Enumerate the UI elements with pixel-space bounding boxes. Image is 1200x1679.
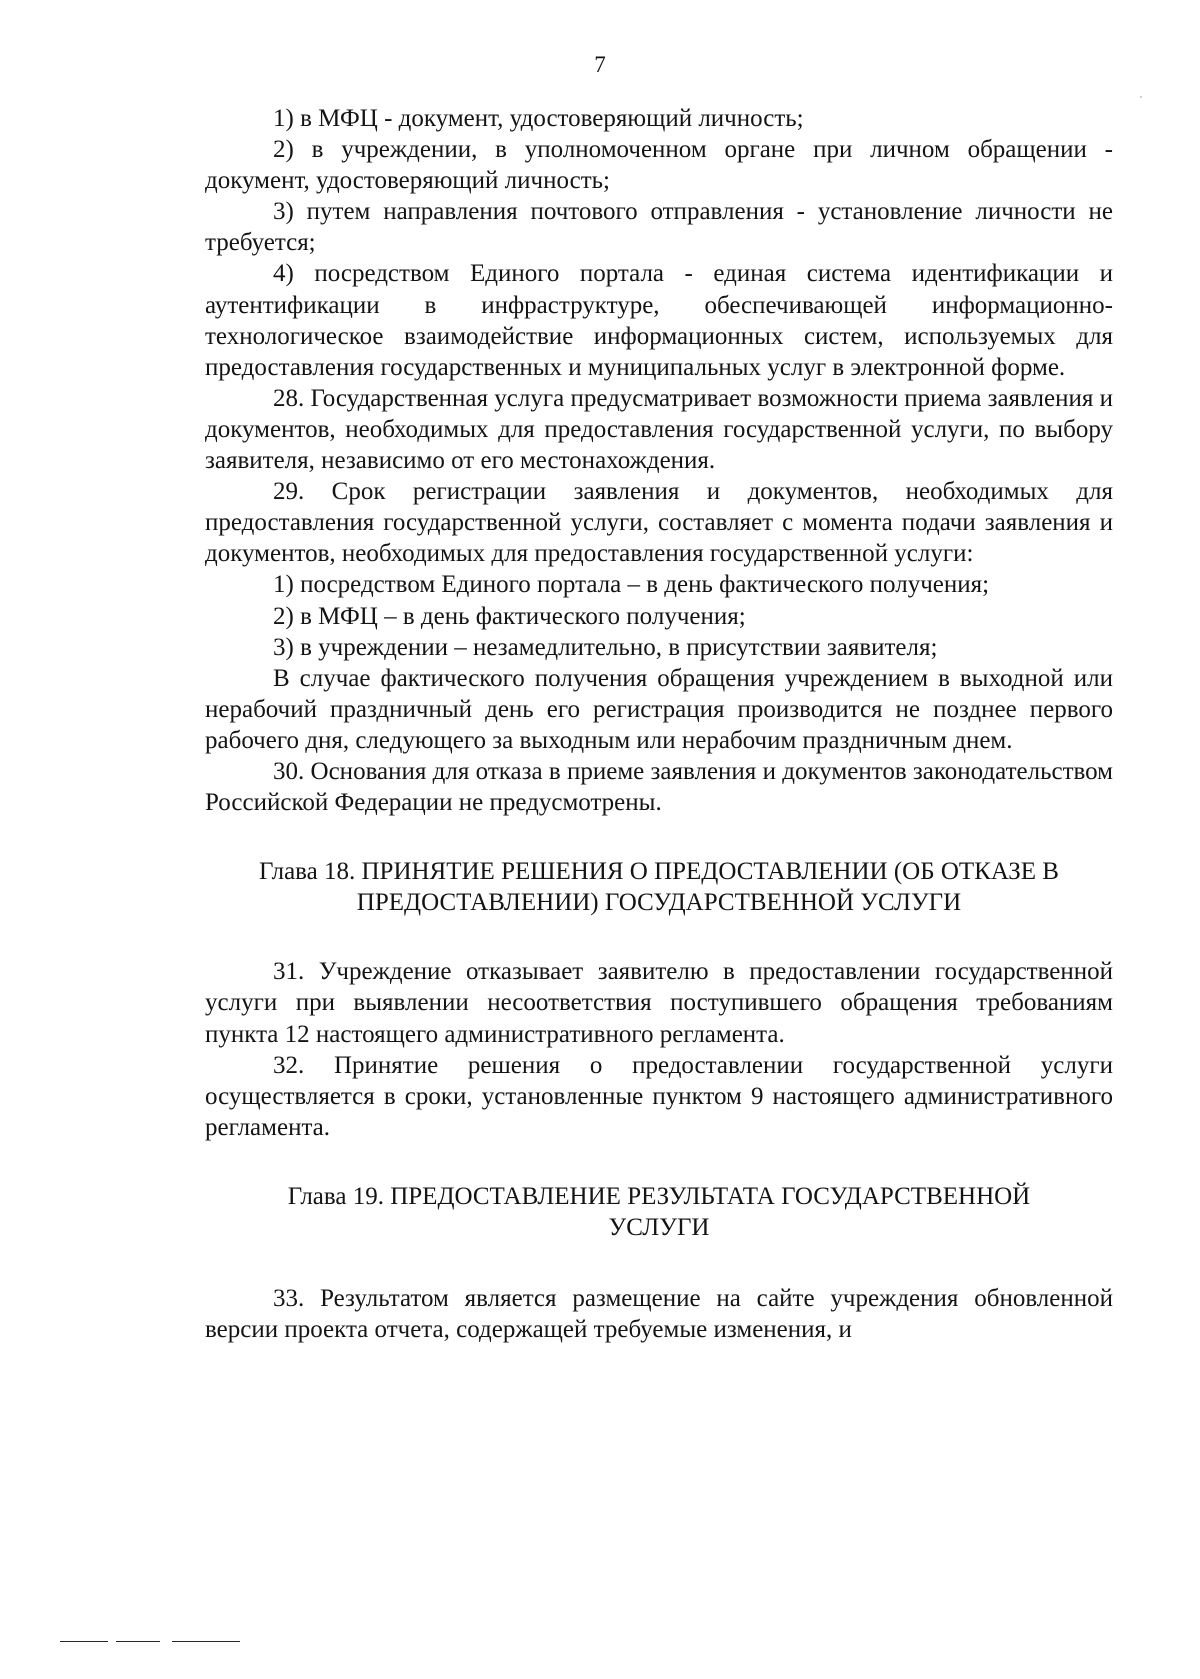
paragraph-29-item-1: 1) посредством Единого портала – в день фактического получения; bbox=[273, 571, 990, 599]
paragraph-31: 31. Учреждение отказывает заявителю в предоставлении государственной услуги при выявлении несоответствия поступившего обращения требованиям пункта 12 настоящего административного регламента. bbox=[205, 958, 1113, 1048]
footnote-separator bbox=[60, 1641, 240, 1642]
chapter-18-heading bbox=[205, 856, 1113, 918]
paragraph-identity-portal: 4) посредством Единого портала - единая система идентификации и аутентификации в инфраструктуре, обеспечивающей информационно-технологическое взаимодействие информационных систем, используемых для предоставления государственных и муниципальных услуг в электронной форме. bbox=[205, 260, 1113, 381]
footnote-separator-gap bbox=[160, 1639, 172, 1644]
paragraph-33: 33. Результатом является размещение на сайте учреждения обновленной версии проекта отчета, содержащей требуемые изменения, и bbox=[205, 1285, 1113, 1344]
paragraph-identity-post: 3) путем направления почтового отправления - установление личности не требуется; bbox=[205, 198, 1113, 257]
footnote-separator-gap bbox=[108, 1639, 116, 1644]
paragraph-29: 29. Срок регистрации заявления и документов, необходимых для предоставления государственной услуги, составляет с момента подачи заявления и документов, необходимых для предоставления государственной услуги: bbox=[205, 478, 1113, 568]
document-body bbox=[205, 103, 1113, 1345]
paragraph-holiday-registration: В случае фактического получения обращения учреждением в выходной или нерабочий праздничный день его регистрация производится не позднее первого рабочего дня, следующего за выходным или нерабочим праздничным днем. bbox=[205, 664, 1113, 754]
paragraph-32: 32. Принятие решения о предоставлении государственной услуги осуществляется в сроки, установленные пунктом 9 настоящего административного регламента. bbox=[205, 1051, 1113, 1141]
paragraph-28: 28. Государственная услуга предусматривает возможности приема заявления и документов, необходимых для предоставления государственной услуги, по выбору заявителя, независимо от его местонахождения. bbox=[205, 384, 1113, 475]
chapter-19-heading-line-1: Глава 19. ПРЕДОСТАВЛЕНИЕ РЕЗУЛЬТАТА ГОСУДАРСТВЕННОЙ bbox=[287, 1182, 1031, 1210]
paragraph-identity-institution: 2) в учреждении, в уполномоченном органе при личном обращении - документ, удостоверяющий личность; bbox=[205, 136, 1113, 195]
page-number: 7 bbox=[594, 52, 606, 77]
chapter-19-heading-line-2: УСЛУГИ bbox=[608, 1214, 710, 1241]
chapter-18-heading-line-1: Глава 18. ПРИНЯТИЕ РЕШЕНИЯ О ПРЕДОСТАВЛЕНИИ (ОБ ОТКАЗЕ В bbox=[259, 858, 1059, 886]
paragraph-identity-mfc: 1) в МФЦ - документ, удостоверяющий личность; bbox=[273, 105, 804, 132]
chapter-19-heading bbox=[205, 1181, 1113, 1243]
paragraph-29-item-2: 2) в МФЦ – в день фактического получения; bbox=[273, 602, 746, 630]
paragraph-29-item-3: 3) в учреждении – незамедлительно, в присутствии заявителя; bbox=[273, 633, 938, 661]
scan-artifact bbox=[1140, 96, 1142, 98]
paragraph-30: 30. Основания для отказа в приеме заявления и документов законодательством Российской Федерации не предусмотрены. bbox=[205, 757, 1113, 817]
chapter-18-heading-line-2: ПРЕДОСТАВЛЕНИИ) ГОСУДАРСТВЕННОЙ УСЛУГИ bbox=[356, 889, 962, 917]
